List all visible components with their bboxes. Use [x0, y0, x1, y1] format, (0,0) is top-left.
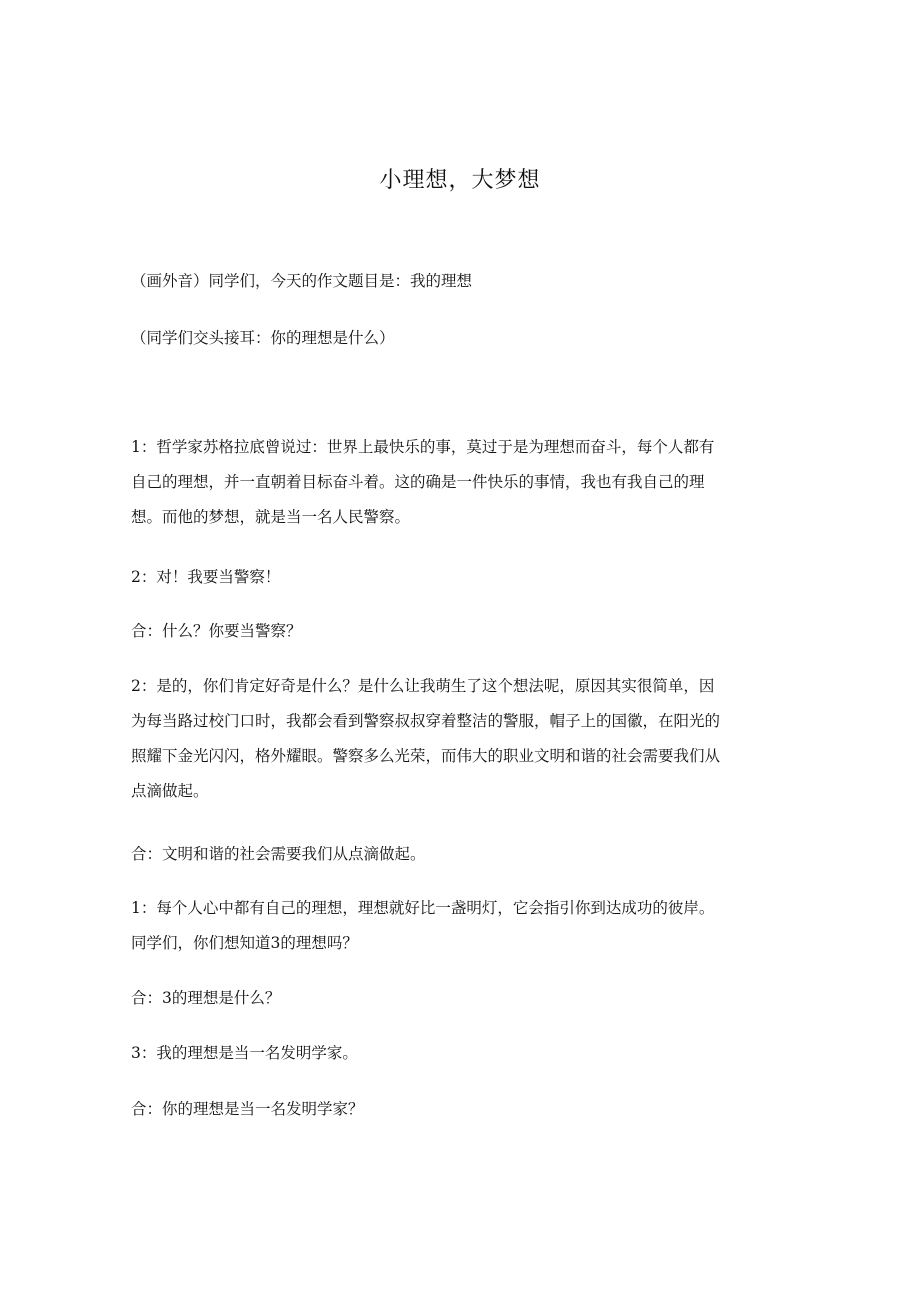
paragraph-line: 2：是的，你们肯定好奇是什么？是什么让我萌生了这个想法呢，原因其实很简单，因 — [131, 677, 715, 695]
paragraph-line: （画外音）同学们，今天的作文题目是：我的理想 — [131, 272, 473, 290]
paragraph-chorus-inventor — [131, 1092, 791, 1127]
paragraph-line: 合：文明和谐的社会需要我们从点滴做起。 — [131, 845, 426, 863]
paragraph-line: 照耀下金光闪闪，格外耀眼。警察多么光荣，而伟大的职业文明和谐的社会需要我们从 — [131, 747, 721, 765]
paragraph-line: 点滴做起。 — [131, 782, 209, 800]
document-title: 小理想，大梦想 — [379, 168, 541, 193]
paragraph-socrates — [131, 430, 791, 535]
paragraph-reason — [131, 669, 791, 809]
paragraph-inventor — [131, 1036, 791, 1071]
paragraph-whisper — [131, 321, 791, 356]
paragraph-line: 想。而他的梦想，就是当一名人民警察。 — [131, 508, 411, 526]
paragraph-line: 合：什么？你要当警察？ — [131, 622, 302, 640]
paragraph-line: 1：每个人心中都有自己的理想，理想就好比一盏明灯，它会指引你到达成功的彼岸。 — [131, 899, 715, 917]
paragraph-chorus-three — [131, 981, 791, 1016]
paragraph-line: 1：哲学家苏格拉底曾说过：世界上最快乐的事，莫过于是为理想而奋斗，每个人都有 — [131, 438, 715, 456]
paragraph-lamp — [131, 891, 791, 961]
paragraph-line: （同学们交头接耳：你的理想是什么） — [131, 329, 395, 347]
paragraph-line: 为每当路过校门口时，我都会看到警察叔叔穿着整洁的警服，帽子上的国徽，在阳光的 — [131, 712, 721, 730]
paragraph-line: 同学们，你们想知道3的理想吗？ — [131, 934, 358, 952]
paragraph-police — [131, 560, 791, 595]
paragraph-line: 3：我的理想是当一名发明学家。 — [131, 1044, 358, 1062]
paragraph-voiceover — [131, 264, 791, 299]
paragraph-line: 合：3的理想是什么？ — [131, 989, 281, 1007]
paragraph-line: 自己的理想，并一直朝着目标奋斗着。这的确是一件快乐的事情，我也有我自己的理 — [131, 473, 705, 491]
paragraph-chorus-harmony — [131, 837, 791, 872]
paragraph-line: 2：对！我要当警察！ — [131, 568, 281, 586]
paragraph-chorus-police — [131, 614, 791, 649]
paragraph-line: 合：你的理想是当一名发明学家？ — [131, 1100, 364, 1118]
